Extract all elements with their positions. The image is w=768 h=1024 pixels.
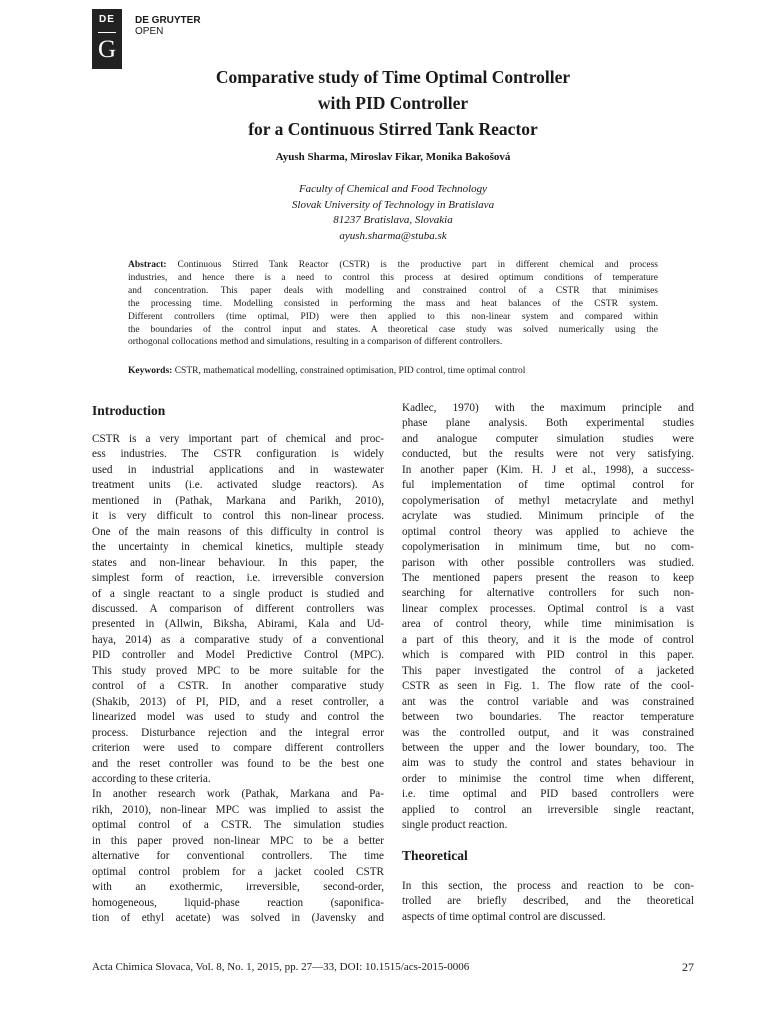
page-number: 27 [682,960,694,974]
keywords-text: CSTR, mathematical modelling, constrained optimisation, PID control, time optimal control [174,366,526,376]
logo-divider [98,32,116,33]
body-line: order to minimise the control time when different, [402,772,694,785]
body-line: In this section, the process and reaction to be con- [402,880,694,892]
body-line: conducted, but the results were not very satisfying. [402,448,694,461]
abstract-line: orthogonal collocations method and simulations, resulting in a comparison of different controllers. [128,337,503,348]
body-line: control of a CSTR. In another comparative study [92,680,384,693]
body-line: haya, 2014) as a comparative study of a conventional [92,633,384,646]
body-line: acrylate was studied. Minimum principle of the [402,510,694,523]
introduction-left-column [92,432,384,927]
body-line: In another paper (Kim. H. J et al., 1998), a success- [402,463,694,476]
abstract-line: industries, and hence there is a need to control this process at desired optimum conditions of temperature [128,272,658,283]
abstract-line: Different controllers (time optimal, PID) were then applied to this non-linear system and compared within [128,311,658,322]
abstract-line: the processing time. Modelling consisted in performing the mass and heat balances of the CSTR system. [128,298,658,309]
body-line: linear complex processes. Optimal control is a vast [402,602,694,615]
title-line: for a Continuous Stirred Tank Reactor [248,119,538,139]
body-line: states and non-linear behaviour. In this paper, the [92,556,384,569]
body-line: In another research work (Pathak, Markana and Pa- [92,788,384,801]
body-line: it is very difficult to control this non-linear process. [92,510,384,523]
introduction-right-column [402,401,694,834]
abstract-label: Abstract: [128,260,167,270]
body-line: tion of ethyl acetate) was solved in (Javensky and [92,912,384,925]
abstract-line: and concentration. This paper deals with modelling and constrained control of a CSTR that minimises [128,285,658,296]
body-line: rikh, 2010), non-linear MPC was implied to assist the [92,803,384,816]
affiliation-line: Faculty of Chemical and Food Technology [298,183,488,195]
body-line: Kadlec, 1970) with the maximum principle and [402,402,694,414]
body-line: One of the main reasons of this difficulty in control is [92,525,384,538]
body-line: ant was the control variable and was constrained [402,695,694,708]
abstract-text: Continuous Stirred Tank Reactor (CSTR) is the productive part in different chemical and process [177,260,658,270]
body-line: of a single reactant to a single product is studied and [92,587,384,600]
body-line: linearized model was used to study and control the [92,711,384,724]
body-line: process. Disturbance rejection and the integral error [92,726,384,739]
body-line: with an exothermic, irreversible, second-order, [92,881,384,894]
publisher-logo [92,9,122,69]
body-line: optimal control of a CSTR. The simulation studies [92,819,384,832]
publisher-sub: OPEN [135,26,164,37]
body-line: according to these criteria. [92,772,211,785]
body-line: which is compared with PID control in this paper. [402,649,694,662]
body-line: in this paper proved non-linear MPC to be a better [92,834,384,847]
body-line: and analogue computer simulation studies were [402,432,694,445]
body-line: between the upper and the lower boundary, too. The [402,741,694,754]
body-line: single product reaction. [402,819,508,832]
page-footer [92,961,694,973]
body-line: presented in (Allwin, Biksha, Abirami, Kala and Ud- [92,618,384,631]
body-line: This study proved MPC to be more suitable for the [92,664,384,677]
body-line: aim was to study the control and states behaviour in [402,757,694,770]
publisher-name-block [135,15,201,37]
body-line: copolymerisation of methyl metacrylate and methyl [402,494,694,507]
title-line: Comparative study of Time Optimal Controller [215,67,571,87]
body-line: ess industries. The CSTR configuration is widely [92,448,384,461]
body-line: This paper investigated the control of a jacketed [402,664,694,677]
body-line: applied to control an irreversible single reactant, [402,803,694,816]
keywords [128,366,658,376]
paper-title [92,64,694,142]
body-line: (Shakib, 2013) of PI, PID, and a reset controller, a [92,695,384,708]
body-line: aspects of time optimal control are discussed. [402,910,606,923]
body-line: The mentioned papers present the reason to keep [402,571,694,584]
body-line: ful implementation of time optimal control for [402,479,694,492]
journal-citation: Acta Chimica Slovaca, Vol. 8, No. 1, 2015, pp. 27—33, DOI: 10.1515/acs-2015-0006 [92,961,470,973]
logo-top-text: DE [99,14,115,25]
abstract-line [128,259,658,272]
body-line: discussed. A comparison of different controllers was [92,602,384,615]
affiliation-line: 81237 Bratislava, Slovakia [333,214,453,226]
publisher-name: DE GRUYTER [135,15,201,26]
body-line: area of control theory, while time minimisation is [402,618,694,631]
body-line: copolymerisation in minimum time, but no com- [402,541,694,554]
body-line: simplest form of reaction, i.e. irreversible conversion [92,572,384,585]
body-line: parison with other possible controllers was studied. [402,556,694,569]
body-line: PID controller and Model Predictive Control (MPC). [92,649,384,662]
body-line: CSTR as seen in Fig. 1. The flow rate of the cool- [402,680,694,693]
title-line: with PID Controller [317,93,469,113]
section-heading-introduction: Introduction [92,403,166,418]
logo-bottom-text: G [97,36,117,63]
body-line: treatment units (i.e. activated sludge reactors). As [92,479,384,492]
keywords-label: Keywords: [128,366,173,376]
body-line: i.e. time optimal and PID based controllers were [402,788,694,801]
body-line: optimal control problem for a jacket cooled CSTR [92,865,384,878]
authors: Ayush Sharma, Miroslav Fikar, Monika Bakošová [275,151,511,163]
body-line: CSTR is a very important part of chemical and proc- [92,433,384,445]
body-line: the uncertainty in chemical kinetics, multiple steady [92,541,384,554]
abstract-line: the boundaries of the control input and states. A theoretical case study was solved numerically using the [128,324,658,335]
theoretical-column [402,879,694,925]
section-heading-theoretical: Theoretical [402,848,468,863]
body-line: and the reset controller was found to be the best one [92,757,384,770]
body-line: homogeneous, liquid-phase reaction (saponifica- [92,896,384,909]
affiliation-line: Slovak University of Technology in Bratislava [291,198,495,211]
body-line: was the controlled output, and it was constrained [402,726,694,739]
body-line: used in industrial applications and in wastewater [92,463,384,476]
body-line: phase plane analysis. Both experimental studies [402,417,694,430]
body-line: between two boundaries. The reactor temperature [402,711,694,724]
affiliation [92,182,694,244]
author-email: ayush.sharma@stuba.sk [339,229,447,242]
body-line: criterion were used to compare different controllers [92,742,384,755]
body-line: a part of this theory, and it is the mode of control [402,633,694,646]
body-line: optimal control theory was applied to achieve the [402,525,694,538]
body-line: trolled are briefly described, and the theoretical [402,895,694,908]
body-line: alternative for conventional controllers. The time [92,850,384,863]
abstract [128,259,658,349]
body-line: mentioned in (Pathak, Markana and Parikh, 2010), [92,494,384,507]
body-line: searching for alternative controllers for such non- [402,587,694,600]
